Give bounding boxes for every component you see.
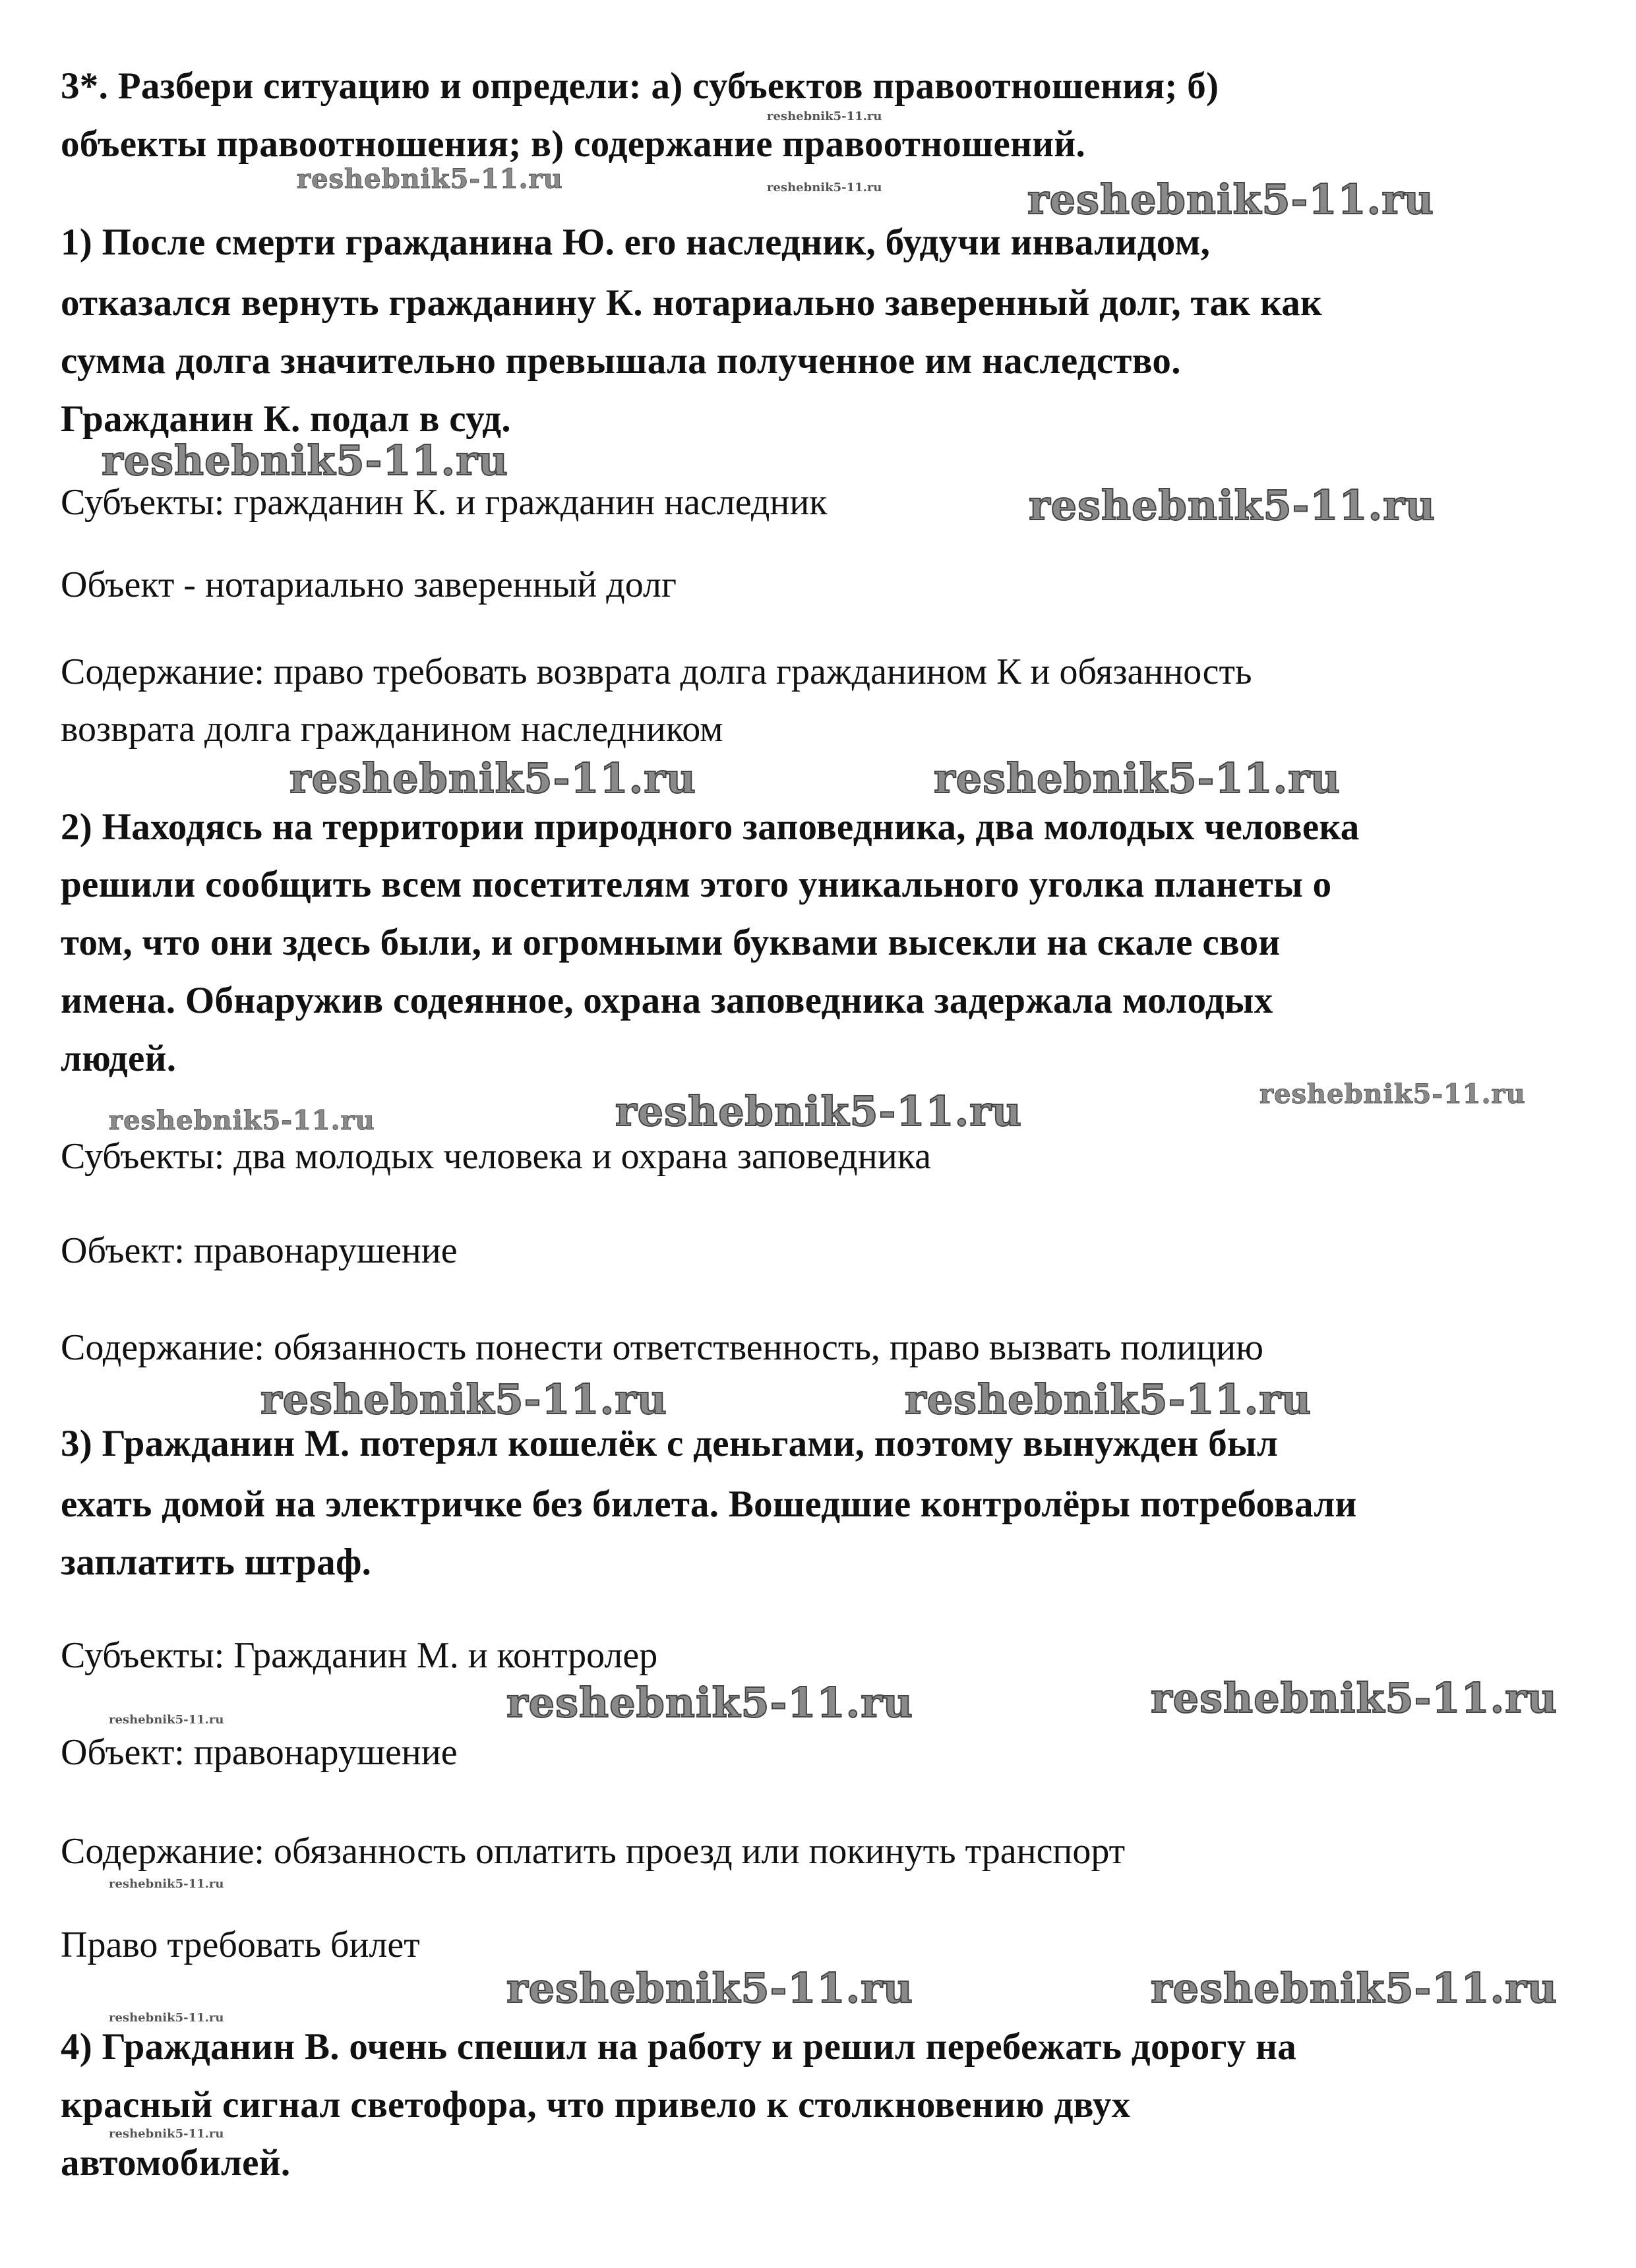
watermark: reshebnik5-11.ru — [109, 1877, 224, 1891]
case-question: 3) Гражданин М. потерял кошелёк с деньгами, поэтому вынужден был — [61, 1423, 1279, 1464]
case-question: отказался вернуть гражданину К. нотариально заверенный долг, так как — [61, 282, 1323, 324]
watermark: reshebnik5-11.ru — [934, 754, 1341, 802]
answer-object: Объект: правонарушение — [61, 1732, 458, 1773]
answer-content: возврата долга гражданином наследником — [61, 709, 723, 750]
watermark: reshebnik5-11.ru — [102, 436, 508, 485]
answer-subjects: Субъекты: два молодых человека и охрана заповедника — [61, 1136, 931, 1177]
watermark: reshebnik5-11.ru — [109, 1105, 375, 1136]
watermark: reshebnik5-11.ru — [506, 1679, 913, 1727]
watermark: reshebnik5-11.ru — [109, 2011, 224, 2025]
case-question: 4) Гражданин В. очень спешил на работу и решил перебежать дорогу на — [61, 2026, 1297, 2068]
case-question: Гражданин К. подал в суд. — [61, 398, 511, 440]
task-title: объекты правоотношения; в) содержание правоотношений. — [61, 123, 1086, 165]
watermark: reshebnik5-11.ru — [1027, 175, 1434, 224]
watermark: reshebnik5-11.ru — [109, 2127, 224, 2141]
case-question: имена. Обнаружив содеянное, охрана заповедника задержала молодых — [61, 980, 1273, 1021]
case-question: автомобилей. — [61, 2142, 291, 2184]
answer-object: Объект - нотариально заверенный долг — [61, 564, 677, 605]
watermark: reshebnik5-11.ru — [1151, 1674, 1558, 1722]
answer-content: Содержание: обязанность понести ответственность, право вызвать полицию — [61, 1327, 1263, 1368]
watermark: reshebnik5-11.ru — [767, 109, 882, 123]
task-title: 3*. Разбери ситуацию и определи: а) субъектов правоотношения; б) — [61, 65, 1219, 107]
answer-content: Право требовать билет — [61, 1925, 420, 1965]
watermark: reshebnik5-11.ru — [109, 1713, 224, 1727]
answer-subjects: Субъекты: Гражданин М. и контролер — [61, 1635, 658, 1676]
watermark: reshebnik5-11.ru — [506, 1964, 913, 2012]
watermark: reshebnik5-11.ru — [1259, 1079, 1526, 1110]
case-question: том, что они здесь были, и огромными буквами высекли на скале свои — [61, 922, 1281, 963]
watermark: reshebnik5-11.ru — [905, 1375, 1312, 1423]
case-question: людей. — [61, 1038, 177, 1079]
watermark: reshebnik5-11.ru — [260, 1375, 667, 1423]
answer-content: Содержание: обязанность оплатить проезд или покинуть транспорт — [61, 1831, 1126, 1872]
case-question: ехать домой на электричке без билета. Вошедшие контролёры потребовали — [61, 1483, 1357, 1525]
case-question: красный сигнал светофора, что привело к столкновению двух — [61, 2084, 1131, 2126]
answer-subjects: Субъекты: гражданин К. и гражданин наследник — [61, 482, 828, 523]
answer-object: Объект: правонарушение — [61, 1230, 458, 1271]
watermark: reshebnik5-11.ru — [289, 754, 696, 802]
case-question: 1) После смерти гражданина Ю. его наследник, будучи инвалидом, — [61, 222, 1211, 263]
watermark: reshebnik5-11.ru — [767, 181, 882, 194]
watermark: reshebnik5-11.ru — [297, 164, 563, 194]
watermark: reshebnik5-11.ru — [1151, 1964, 1558, 2012]
watermark: reshebnik5-11.ru — [615, 1087, 1022, 1135]
answer-content: Содержание: право требовать возврата долга гражданином К и обязанность — [61, 651, 1252, 692]
watermark: reshebnik5-11.ru — [1029, 481, 1436, 529]
case-question: сумма долга значительно превышала полученное им наследство. — [61, 340, 1181, 382]
case-question: 2) Находясь на территории природного заповедника, два молодых человека — [61, 806, 1360, 848]
case-question: решили сообщить всем посетителям этого уникального уголка планеты о — [61, 864, 1332, 905]
case-question: заплатить штраф. — [61, 1541, 372, 1583]
